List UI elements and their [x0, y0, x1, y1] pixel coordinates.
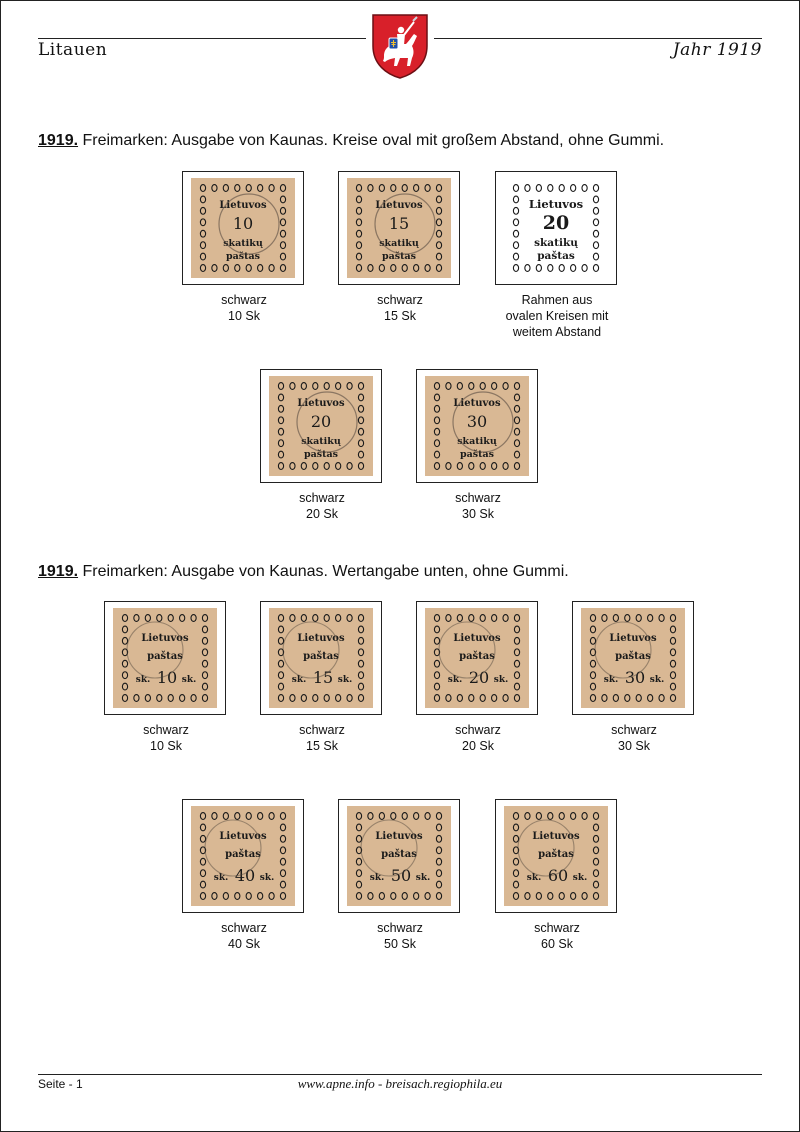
caption-color: schwarz: [455, 723, 501, 737]
stamp-frame: [416, 601, 538, 715]
stamp-post-text: paštas: [303, 449, 339, 460]
stamp-caption: [554, 722, 714, 754]
stamp-prefix-text: sk.: [291, 675, 307, 685]
stamp-value-text: 10: [232, 214, 254, 233]
header-year: Jahr 1919: [672, 40, 762, 60]
caption-line-1: Rahmen aus: [521, 293, 593, 307]
stamp-value-text: 15: [388, 214, 410, 233]
stamp-country-text: Lietuvos: [219, 831, 267, 842]
stamp-post-text: paštas: [381, 849, 417, 860]
caption-value: 20 Sk: [462, 739, 494, 753]
stamp-frame: [182, 799, 304, 913]
stamp-value-text: 20: [542, 212, 570, 234]
stamp-frame: [338, 171, 460, 285]
section-2-year: 1919.: [38, 563, 79, 580]
caption-color: schwarz: [221, 921, 267, 935]
stamp-frame: [260, 601, 382, 715]
stamp-caption: [477, 292, 637, 340]
stamp-lower-value: [269, 608, 373, 708]
stamp-prefix-text: sk.: [369, 873, 385, 883]
caption-value: 15 Sk: [384, 309, 416, 323]
stamp-lower-value: [425, 608, 529, 708]
section-2-text: Freimarken: Ausgabe von Kaunas. Wertangabe unten, ohne Gummi.: [78, 563, 569, 580]
stamp-currency-text: skatikų: [457, 436, 497, 447]
stamp-upper-value: [425, 376, 529, 476]
stamp-suffix-text: sk.: [649, 675, 665, 685]
stamp-post-text: paštas: [459, 449, 495, 460]
stamp-country-text: Lietuvos: [453, 398, 501, 409]
stamp-value-text: 20: [468, 668, 490, 687]
stamp-frame: [104, 601, 226, 715]
footer-page-number: Seite - 1: [38, 1077, 83, 1091]
stamp-caption: [242, 722, 402, 754]
stamp-caption: [398, 722, 558, 754]
stamp-country-text: Lietuvos: [297, 398, 345, 409]
stamp-suffix-text: sk.: [337, 675, 353, 685]
stamp-prefix-text: sk.: [447, 675, 463, 685]
stamp-country-text: Lietuvos: [141, 633, 189, 644]
stamp-suffix-text: sk.: [259, 873, 275, 883]
stamp-prefix-text: sk.: [526, 873, 542, 883]
stamp-currency-text: skatikų: [534, 237, 578, 249]
header-rule-left: [38, 38, 366, 39]
caption-color: schwarz: [377, 921, 423, 935]
stamp-frame: [495, 171, 617, 285]
postmark-ring: [361, 820, 417, 876]
stamp-country-text: Lietuvos: [532, 831, 580, 842]
stamp-frame: [495, 799, 617, 913]
stamp-country-text: Lietuvos: [375, 831, 423, 842]
stamp-value-text: 30: [466, 412, 488, 431]
stamp-lower-value: [113, 608, 217, 708]
stamp-prefix-text: sk.: [603, 675, 619, 685]
postmark-ring: [518, 820, 574, 876]
section-2-title: [38, 563, 569, 581]
stamp-country-text: Lietuvos: [453, 633, 501, 644]
caption-value: 10 Sk: [228, 309, 260, 323]
stamp-frame: [338, 799, 460, 913]
stamp-lower-value: [504, 806, 608, 906]
stamp-prefix-text: sk.: [135, 675, 151, 685]
caption-value: 50 Sk: [384, 937, 416, 951]
header-country: Litauen: [38, 40, 108, 60]
stamp-value-text: 50: [390, 866, 412, 885]
stamp-frame: [416, 369, 538, 483]
stamp-post-text: paštas: [615, 651, 651, 662]
stamp-country-text: Lietuvos: [375, 200, 423, 211]
stamp-caption: [164, 920, 324, 952]
caption-line-3: weitem Abstand: [512, 325, 602, 339]
caption-color: schwarz: [299, 723, 345, 737]
stamp-caption: [398, 490, 558, 522]
caption-value: 10 Sk: [150, 739, 182, 753]
stamp-lower-value: [347, 806, 451, 906]
caption-line-2: ovalen Kreisen mit: [505, 309, 609, 323]
stamp-lower-value: [581, 608, 685, 708]
stamp-prefix-text: sk.: [213, 873, 229, 883]
caption-color: schwarz: [377, 293, 423, 307]
caption-value: 30 Sk: [618, 739, 650, 753]
stamp-post-text: paštas: [381, 251, 417, 262]
stamp-value-text: 15: [312, 668, 334, 687]
postmark-ring: [595, 622, 651, 678]
caption-color: schwarz: [143, 723, 189, 737]
stamp-currency-text: skatikų: [223, 238, 263, 249]
stamp-caption: [320, 920, 480, 952]
coat-of-arms-icon: [370, 12, 430, 80]
stamp-caption: [320, 292, 480, 324]
stamp-suffix-text: sk.: [493, 675, 509, 685]
stamp-country-text: Lietuvos: [609, 633, 657, 644]
stamp-suffix-text: sk.: [181, 675, 197, 685]
stamp-value-text: 10: [156, 668, 178, 687]
stamp-post-text: paštas: [225, 251, 261, 262]
stamp-upper-value: [347, 178, 451, 278]
section-1-text: Freimarken: Ausgabe von Kaunas. Kreise oval mit großem Abstand, ohne Gummi.: [78, 132, 665, 149]
stamp-post-text: paštas: [537, 250, 575, 262]
stamp-value-text: 60: [547, 866, 569, 885]
postmark-ring: [283, 622, 339, 678]
stamp-value-text: 40: [234, 866, 256, 885]
postmark-ring: [439, 622, 495, 678]
stamp-post-text: paštas: [459, 651, 495, 662]
stamp-upper-value: [269, 376, 373, 476]
caption-color: schwarz: [534, 921, 580, 935]
stamp-upper-value: [191, 178, 295, 278]
postmark-ring: [205, 820, 261, 876]
section-1-title: [38, 132, 664, 150]
stamp-caption: [164, 292, 324, 324]
stamp-post-text: paštas: [538, 849, 574, 860]
frame-drawing: [504, 178, 608, 278]
stamp-suffix-text: sk.: [415, 873, 431, 883]
caption-value: 15 Sk: [306, 739, 338, 753]
footer-rule: [38, 1074, 762, 1075]
caption-color: schwarz: [455, 491, 501, 505]
stamp-value-text: 20: [310, 412, 332, 431]
stamp-frame: [572, 601, 694, 715]
postmark-ring: [127, 622, 183, 678]
stamp-country-text: Lietuvos: [219, 200, 267, 211]
stamp-caption: [242, 490, 402, 522]
header-rule-right: [434, 38, 762, 39]
stamp-post-text: paštas: [225, 849, 261, 860]
caption-value: 30 Sk: [462, 507, 494, 521]
stamp-frame: [182, 171, 304, 285]
caption-value: 20 Sk: [306, 507, 338, 521]
caption-color: schwarz: [611, 723, 657, 737]
caption-value: 40 Sk: [228, 937, 260, 951]
stamp-country-text: Lietuvos: [528, 197, 584, 211]
stamp-currency-text: skatikų: [301, 436, 341, 447]
caption-color: schwarz: [221, 293, 267, 307]
stamp-caption: [86, 722, 246, 754]
stamp-country-text: Lietuvos: [297, 633, 345, 644]
stamp-lower-value: [191, 806, 295, 906]
footer-url[interactable]: www.apne.info - breisach.regiophila.eu: [297, 1076, 503, 1091]
caption-value: 60 Sk: [541, 937, 573, 951]
stamp-frame: [260, 369, 382, 483]
stamp-value-text: 30: [624, 668, 646, 687]
section-1-year: 1919.: [38, 132, 79, 149]
stamp-post-text: paštas: [303, 651, 339, 662]
stamp-post-text: paštas: [147, 651, 183, 662]
caption-color: schwarz: [299, 491, 345, 505]
stamp-currency-text: skatikų: [379, 238, 419, 249]
stamp-caption: [477, 920, 637, 952]
stamp-suffix-text: sk.: [572, 873, 588, 883]
